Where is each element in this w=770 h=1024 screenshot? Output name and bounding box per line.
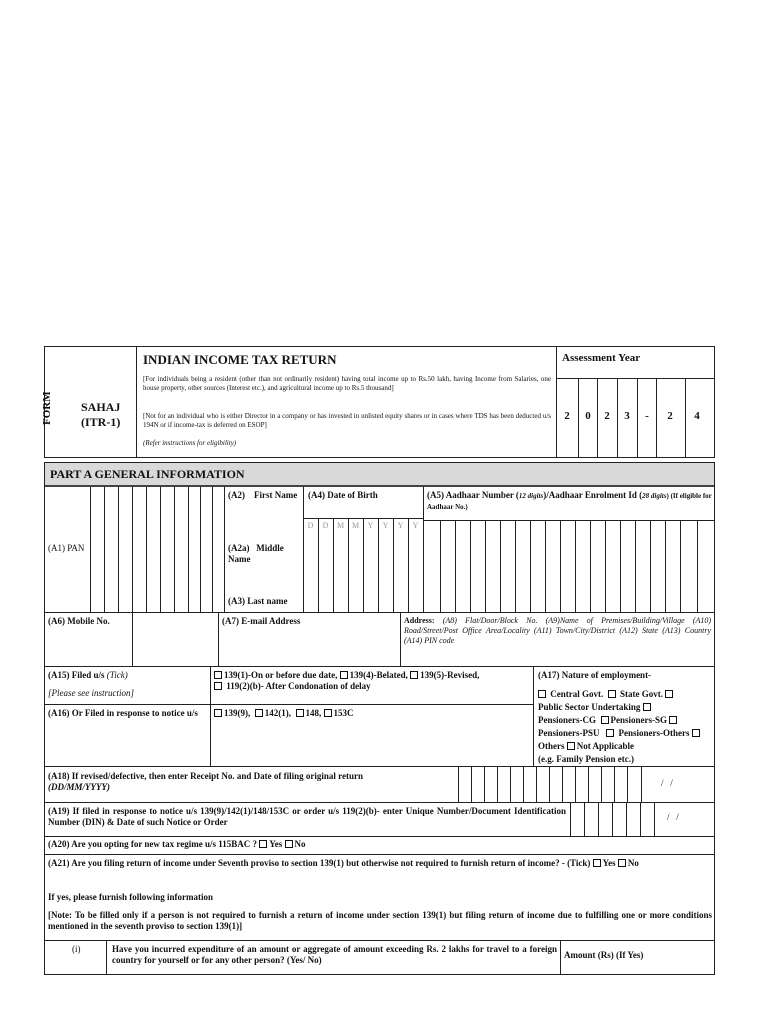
amount-label: Amount (Rs) (If Yes): [564, 950, 644, 960]
if-yes-text: If yes, please furnish following information: [48, 892, 214, 902]
a19-date[interactable]: / /: [667, 812, 679, 822]
dob-cell[interactable]: D: [322, 521, 329, 530]
assessment-year-label: Assessment Year: [562, 352, 641, 364]
central-govt-checkbox[interactable]: [538, 690, 546, 698]
dob-cell[interactable]: M: [336, 521, 345, 530]
pensioners-psu-checkbox[interactable]: [669, 716, 677, 724]
a20-yes-checkbox[interactable]: [259, 840, 267, 848]
year-digit: 2: [604, 410, 610, 422]
q1-number: (i): [72, 944, 81, 954]
a21-no-checkbox[interactable]: [618, 859, 626, 867]
a16-label: (A16) Or Filed in response to notice u/s: [48, 708, 198, 718]
a6-mobile-label: (A6) Mobile No.: [48, 616, 110, 626]
a18-date[interactable]: / /: [661, 778, 673, 788]
a5-aadhaar-label: (A5) Aadhaar Number (12 digits)/Aadhaar Enrolment Id (28 digits) (If eligible for Aadhaar No.): [427, 490, 712, 511]
a1-pan-label: (A1) PAN: [48, 543, 85, 553]
a15-opt2-checkbox[interactable]: [340, 671, 348, 679]
a16-opt4-checkbox[interactable]: [324, 709, 332, 717]
year-digit: 2: [564, 410, 570, 422]
q1-text: Have you incurred expenditure of an amount or aggregate of amount exceeding Rs. 2 lakhs for travel to a foreign country for yourself or for any other person? (Yes/ No): [112, 944, 557, 965]
dob-cell[interactable]: Y: [397, 521, 404, 530]
form-label: FORM: [41, 391, 53, 425]
a20-row: (A20) Are you opting for new tax regime u/s 115BAC ? Yes No: [48, 839, 306, 849]
part-a-heading: PART A GENERAL INFORMATION: [50, 467, 245, 481]
a19-label: (A19) If filed in response to notice u/s 139(9)/142(1)/148/153C or order u/s 119(2)(b)- enter Unique Number/Document Identification Number (DIN) & Date of such Notice or Order: [48, 806, 566, 827]
year-digit: -: [645, 410, 649, 422]
dob-cell[interactable]: Y: [412, 521, 419, 530]
a15-label: (A15) Filed u/s (Tick): [48, 670, 128, 680]
instructions-note: (Refer instructions for eligibility): [143, 439, 237, 447]
a2a-middle-name-label: (A2a) Middle Name: [228, 543, 286, 564]
a15-opt4-checkbox[interactable]: [214, 682, 222, 690]
a16-opt1-checkbox[interactable]: [214, 709, 222, 717]
pensioners-cg-checkbox[interactable]: [643, 703, 651, 711]
a15-options: 139(1)-On or before due date, 139(4)-Belated, 139(5)-Revised, 119(2)(b)- After Condonation of delay: [214, 670, 532, 692]
year-digit: 3: [624, 410, 630, 422]
form-name: SAHAJ: [81, 400, 121, 414]
page-title: INDIAN INCOME TAX RETURN: [143, 352, 337, 367]
state-govt-checkbox[interactable]: [608, 690, 616, 698]
a15-instruction: [Please see instruction]: [48, 688, 134, 698]
a3-last-name-label: (A3) Last name: [228, 596, 288, 606]
seventh-proviso-note: [Note: To be filled only if a person is not required to furnish a return of income under section 139(1) but filing return of income due to fulfilling one or more conditions mentioned in the seventh proviso to section 139(1)]: [48, 910, 712, 931]
a20-no-checkbox[interactable]: [285, 840, 293, 848]
others-checkbox[interactable]: [692, 729, 700, 737]
a15-opt3-checkbox[interactable]: [410, 671, 418, 679]
year-digit: 2: [667, 410, 673, 422]
eligibility-note: [For individuals being a resident (other than not ordinarily resident) having total income up to Rs.50 lakh, having Income from Salaries, one house property, other sources (Interest etc.), and agricultural income up to Rs.5 thousand]: [143, 375, 551, 392]
a16-options: 139(9), 142(1), 148, 153C: [214, 708, 354, 719]
a2-first-name-text: (A2) First Name: [228, 490, 298, 500]
dob-cell[interactable]: Y: [382, 521, 389, 530]
year-digit: 4: [694, 410, 700, 422]
psu-checkbox[interactable]: [665, 690, 673, 698]
a7-email-label: (A7) E-mail Address: [222, 616, 301, 626]
dob-cell[interactable]: D: [307, 521, 314, 530]
dob-cell[interactable]: Y: [367, 521, 374, 530]
not-applicable-checkbox[interactable]: [567, 742, 575, 750]
a21-yes-checkbox[interactable]: [593, 859, 601, 867]
a16-opt3-checkbox[interactable]: [296, 709, 304, 717]
a17-options: Central Govt. State Govt. Public Sector Undertaking Pensioners-CG Pensioners-SG Pensioners-PSU Pensioners-Others Others Not Applicable (e.g. Family Pension etc.): [538, 688, 712, 766]
a2-first-name-label: [228, 490, 300, 501]
form-code: (ITR-1): [81, 415, 121, 429]
a17-label: (A17) Nature of employment-: [538, 670, 652, 680]
exclusion-note: [Not for an individual who is either Director in a company or has invested in unlisted equity shares or in cases where TDS has been deducted u/s 194N or if income-tax is deferred on ESOP]: [143, 412, 551, 429]
address-block: Address: (A8) Flat/Door/Block No. (A9)Name of Premises/Building/Village (A10) Road/Street/Post Office Area/Locality (A11) Town/City/District (A12) State (A13) Country (A14) PIN code: [404, 616, 711, 645]
a18-label: (A18) If revised/defective, then enter Receipt No. and Date of filing original return (DD/MM/YYYY): [48, 771, 363, 792]
pensioners-sg-checkbox[interactable]: [601, 716, 609, 724]
year-digit: 0: [585, 410, 591, 422]
a21-row: (A21) Are you filing return of income under Seventh proviso to section 139(1) but otherwise not required to furnish return of income? - (Tick) Yes No: [48, 858, 639, 868]
a15-opt1-checkbox[interactable]: [214, 671, 222, 679]
dob-cell[interactable]: M: [351, 521, 360, 530]
pensioners-others-checkbox[interactable]: [606, 729, 614, 737]
a4-dob-label: (A4) Date of Birth: [308, 490, 378, 500]
a16-opt2-checkbox[interactable]: [255, 709, 263, 717]
